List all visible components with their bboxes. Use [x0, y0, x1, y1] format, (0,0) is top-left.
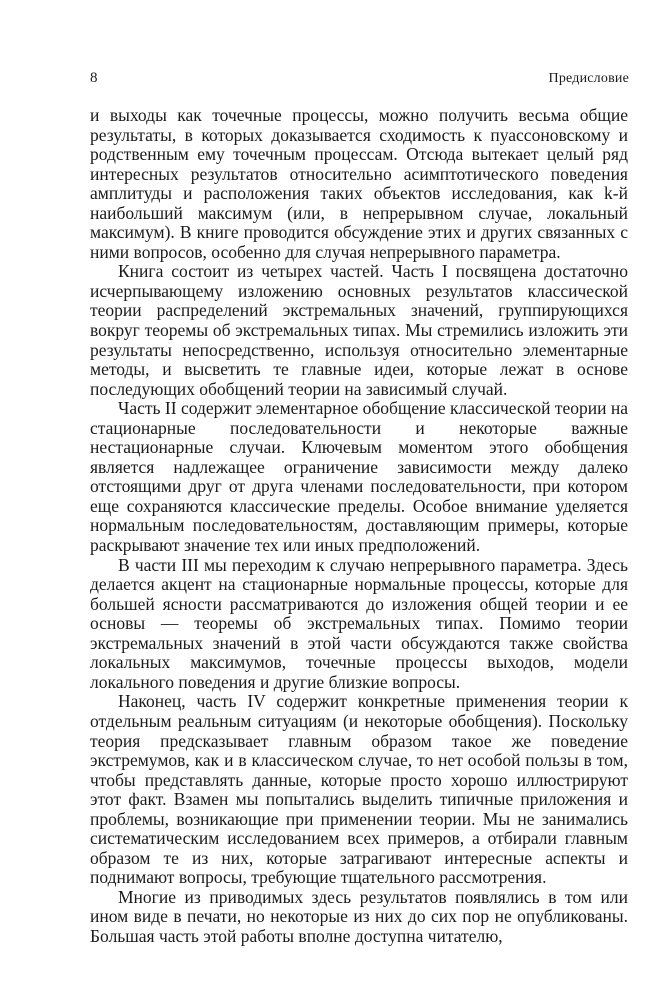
paragraph-2: Книга состоит из четырех частей. Часть I посвящена достаточно исчерпывающему изложению основных результатов классической теории распределений экстремальных значений, группирующихся вокруг теоремы об экстремальных типах. Мы стремились изложить эти результаты непосредственно, используя относительно элементарные методы, и высветить те главные идеи, которые лежат в основе последующих обобщений теории на зависимый случай.: [90, 261, 628, 399]
paragraph-3: Часть II содержит элементарное обобщение классической теории на стационарные последовательности и некоторые важные нестационарные случаи. Ключевым моментом этого обобщения является надлежащее ограничение зависимости между далеко отстоящими друг от друга членами последовательности, при котором еще сохраняются классические пределы. Особое внимание уделяется нормальным последовательностям, доставляющим примеры, которые раскрывают значение тех или иных предположений.: [90, 398, 628, 556]
running-title: Предисловие: [548, 71, 629, 86]
page-header: [90, 70, 629, 87]
paragraph-6: Многие из приводимых здесь результатов появлялись в том или ином виде в печати, но некоторые из них до сих пор не опубликованы. Большая часть этой работы вполне доступна читателю,: [90, 886, 628, 946]
page-body: [90, 106, 628, 947]
paragraph-1: и выходы как точечные процессы, можно получить весьма общие результаты, в которых доказывается сходимость к пуассоновскому и родственным ему точечным процессам. Отсюда вытекает целый ряд интересных результатов относительно асимптотического поведения амплитуды и расположения таких объектов исследования, как k-й наибольший максимум (или, в непрерывном случае, локальный максимум). В книге проводится обсуждение этих и других связанных с ними вопросов, особенно для случая непрерывного параметра.: [90, 105, 628, 262]
paragraph-4: В части III мы переходим к случаю непрерывного параметра. Здесь делается акцент на стационарные нормальные процессы, которые для большей ясности рассматриваются до изложения общей теории и ее основы — теоремы об экстремальных типах. Помимо теории экстремальных значений в этой части обсуждаются также свойства локальных максимумов, точечные процессы выходов, модели локального поведения и другие близкие вопросы.: [90, 554, 628, 692]
page-number: 8: [90, 70, 98, 86]
paragraph-5: Наконец, часть IV содержит конкретные применения теории к отдельным реальным ситуациям (и некоторые обобщения). Поскольку теория предсказывает главным образом такое же поведение экстремумов, как и в классическом случае, то нет особой пользы в том, чтобы представлять данные, которые просто хорошо иллюстрируют этот факт. Взамен мы попытались выделить типичные приложения и проблемы, возникающие при применении теории. Мы не занимались систематическим исследованием всех примеров, а отбирали главным образом те из них, которые затрагивают интересные аспекты и поднимают вопросы, требующие тщательного рассмотрения.: [90, 691, 628, 888]
